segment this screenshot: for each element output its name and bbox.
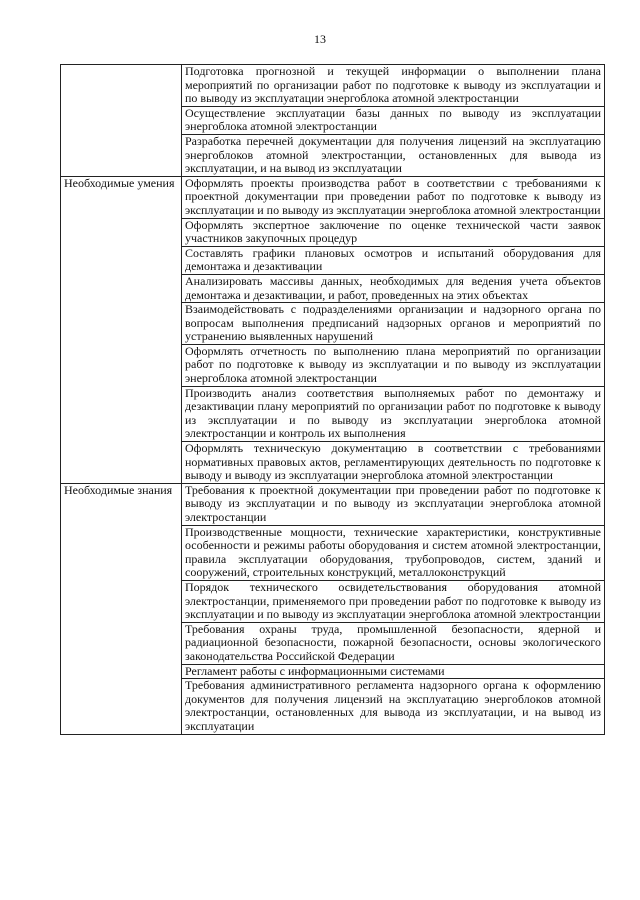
table-row — [61, 483, 605, 525]
requirement-text-cell: Оформлять техническую документацию в соответствии с требованиями нормативных правовых актов, регламентирующих деятельность по подготовке к выводу и выводу из эксплуатации энергоблока атомной электростанции — [182, 442, 605, 484]
requirements-table-body — [61, 65, 605, 735]
requirement-text-cell: Требования охраны труда, промышленной безопасности, ядерной и радиационной безопасности, пожарной безопасности, основы экологического законодательства Российской Федерации — [182, 622, 605, 664]
requirement-text-cell: Взаимодействовать с подразделениями организации и надзорного органа по вопросам выполнения предписаний надзорных органов и мероприятий по устранению выявленных нарушений — [182, 303, 605, 345]
requirement-text-cell: Регламент работы с информационными системами — [182, 664, 605, 679]
table-row — [61, 176, 605, 218]
section-label-cell — [61, 65, 182, 177]
requirement-text-cell: Подготовка прогнозной и текущей информации о выполнении плана мероприятий по организации работ по подготовке к выводу из эксплуатации и по выводу из эксплуатации энергоблока атомной электростанции — [182, 65, 605, 107]
requirement-text-cell: Анализировать массивы данных, необходимых для ведения учета объектов демонтажа и дезактивации, и работ, проведенных на этих объектах — [182, 274, 605, 302]
requirement-text-cell: Составлять графики плановых осмотров и испытаний оборудования для демонтажа и дезактивации — [182, 246, 605, 274]
requirement-text-cell: Оформлять экспертное заключение по оценке технической части заявок участников закупочных процедур — [182, 218, 605, 246]
requirement-text-cell: Порядок технического освидетельствования оборудования атомной электростанции, применяемого при проведении работ по подготовке к выводу из эксплуатации и по выводу из эксплуатации энергоблока атомной электростанции — [182, 580, 605, 622]
page-number: 13 — [314, 32, 326, 46]
requirements-table — [60, 64, 605, 735]
requirement-text-cell: Осуществление эксплуатации базы данных по выводу из эксплуатации энергоблока атомной электростанции — [182, 106, 605, 134]
table-row — [61, 65, 605, 107]
requirement-text-cell: Производить анализ соответствия выполняемых работ по демонтажу и дезактивации плану мероприятий по организации работ по подготовке к выводу из эксплуатации и по выводу из эксплуатации энергоблока атомной электростанции и контроль их выполнения — [182, 386, 605, 441]
requirement-text-cell: Оформлять проекты производства работ в соответствии с требованиями к проектной документации при проведении работ по подготовке к выводу из эксплуатации и по выводу из эксплуатации энергоблока атомной электростанции — [182, 176, 605, 218]
section-label-cell: Необходимые знания — [61, 483, 182, 734]
requirement-text-cell: Требования к проектной документации при проведении работ по подготовке к выводу из эксплуатации и по выводу из эксплуатации энергоблока атомной электростанции — [182, 483, 605, 525]
section-label-cell: Необходимые умения — [61, 176, 182, 483]
requirement-text-cell: Производственные мощности, технические характеристики, конструктивные особенности и режимы работы оборудования и систем атомной электростанции, правила эксплуатации оборудования, трубопроводов, систем, зданий и сооружений, строительных конструкций, металлоконструкций — [182, 525, 605, 580]
requirement-text-cell: Разработка перечней документации для получения лицензий на эксплуатацию энергоблоков атомной электростанции, остановленных для вывода из эксплуатации, и на вывод из эксплуатации — [182, 134, 605, 176]
requirement-text-cell: Оформлять отчетность по выполнению плана мероприятий по организации работ по подготовке к выводу из эксплуатации и по выводу из эксплуатации энергоблока атомной электростанции — [182, 344, 605, 386]
requirement-text-cell: Требования административного регламента надзорного органа к оформлению документов для получения лицензий на эксплуатацию энергоблоков атомной электростанции, остановленных для вывода из эксплуатации, и на вывод из эксплуатации — [182, 679, 605, 734]
